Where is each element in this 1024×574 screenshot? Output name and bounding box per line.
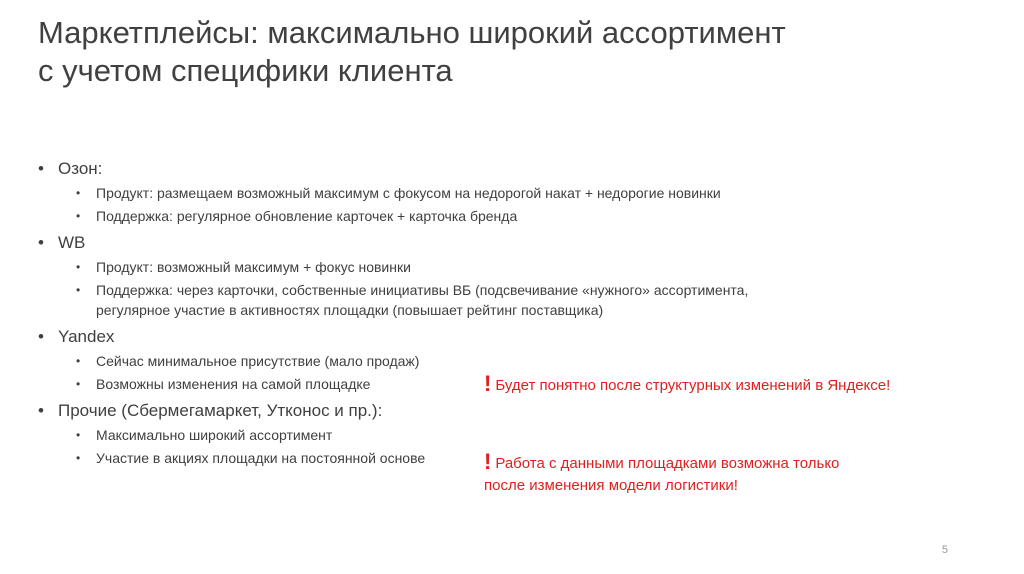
sub-bullet bbox=[38, 280, 978, 320]
bullet-label: Озон: bbox=[58, 159, 103, 178]
bullet-ozon bbox=[38, 158, 978, 180]
slide-title-line-2: с учетом специфики клиента bbox=[38, 53, 453, 88]
sub-bullet-text: Продукт: размещаем возможный максимум с фокусом на недорогой накат + недорогие новинки bbox=[96, 185, 721, 201]
bullet-list bbox=[38, 158, 978, 468]
sub-bullet-text: Участие в акциях площадки на постоянной основе bbox=[96, 450, 426, 466]
bullet-label: Yandex bbox=[58, 327, 115, 346]
sub-bullet-text: Возможны изменения на самой площадке bbox=[96, 376, 371, 392]
exclamation-icon: ! bbox=[484, 371, 492, 396]
sub-bullet bbox=[38, 425, 978, 445]
bullet-wb bbox=[38, 232, 978, 254]
bullet-dot-icon: • bbox=[38, 159, 44, 178]
slide-title-line-1: Маркетплейсы: максимально широкий ассортимент bbox=[38, 15, 786, 50]
sub-bullet-text: Поддержка: регулярное обновление карточек + карточка бренда bbox=[96, 208, 518, 224]
sub-bullet-text: Поддержка: через карточки, собственные инициативы ВБ (подсвечивание «нужного» ассортимента, bbox=[96, 282, 749, 298]
sub-bullet-text: регулярное участие в активностях площадки (повышает рейтинг поставщика) bbox=[96, 302, 604, 318]
page-number: 5 bbox=[941, 544, 948, 556]
bullet-label: Прочие (Сбермегамаркет, Утконос и пр.): bbox=[58, 401, 383, 420]
sub-bullet bbox=[38, 206, 978, 226]
note-others bbox=[484, 450, 839, 497]
bullet-yandex bbox=[38, 326, 978, 348]
sub-bullet bbox=[38, 257, 978, 277]
note-text: после изменения модели логистики! bbox=[484, 477, 738, 494]
bullet-dot-icon: • bbox=[38, 327, 44, 346]
bullet-dot-icon: • bbox=[76, 354, 81, 368]
note-text: Работа с данными площадками возможна только bbox=[495, 455, 840, 472]
sub-bullet-text: Продукт: возможный максимум + фокус новинки bbox=[96, 259, 411, 275]
bullet-dot-icon: • bbox=[38, 233, 44, 252]
note-text: Будет понятно после структурных изменений в Яндексе! bbox=[495, 377, 891, 394]
sub-bullet bbox=[38, 183, 978, 203]
exclamation-icon: ! bbox=[484, 449, 492, 474]
sub-bullet-text: Сейчас минимальное присутствие (мало продаж) bbox=[96, 353, 420, 369]
bullet-dot-icon: • bbox=[76, 428, 81, 442]
bullet-label: WB bbox=[58, 233, 86, 252]
sub-bullet bbox=[38, 351, 978, 371]
bullet-dot-icon: • bbox=[76, 283, 81, 297]
bullet-dot-icon: • bbox=[38, 401, 44, 420]
bullet-dot-icon: • bbox=[76, 186, 81, 200]
bullet-dot-icon: • bbox=[76, 260, 81, 274]
bullet-dot-icon: • bbox=[76, 377, 81, 391]
bullet-others bbox=[38, 400, 978, 422]
sub-bullet-text: Максимально широкий ассортимент bbox=[96, 427, 333, 443]
note-yandex bbox=[484, 372, 890, 397]
slide-title bbox=[38, 14, 998, 90]
bullet-dot-icon: • bbox=[76, 451, 81, 465]
bullet-dot-icon: • bbox=[76, 209, 81, 223]
